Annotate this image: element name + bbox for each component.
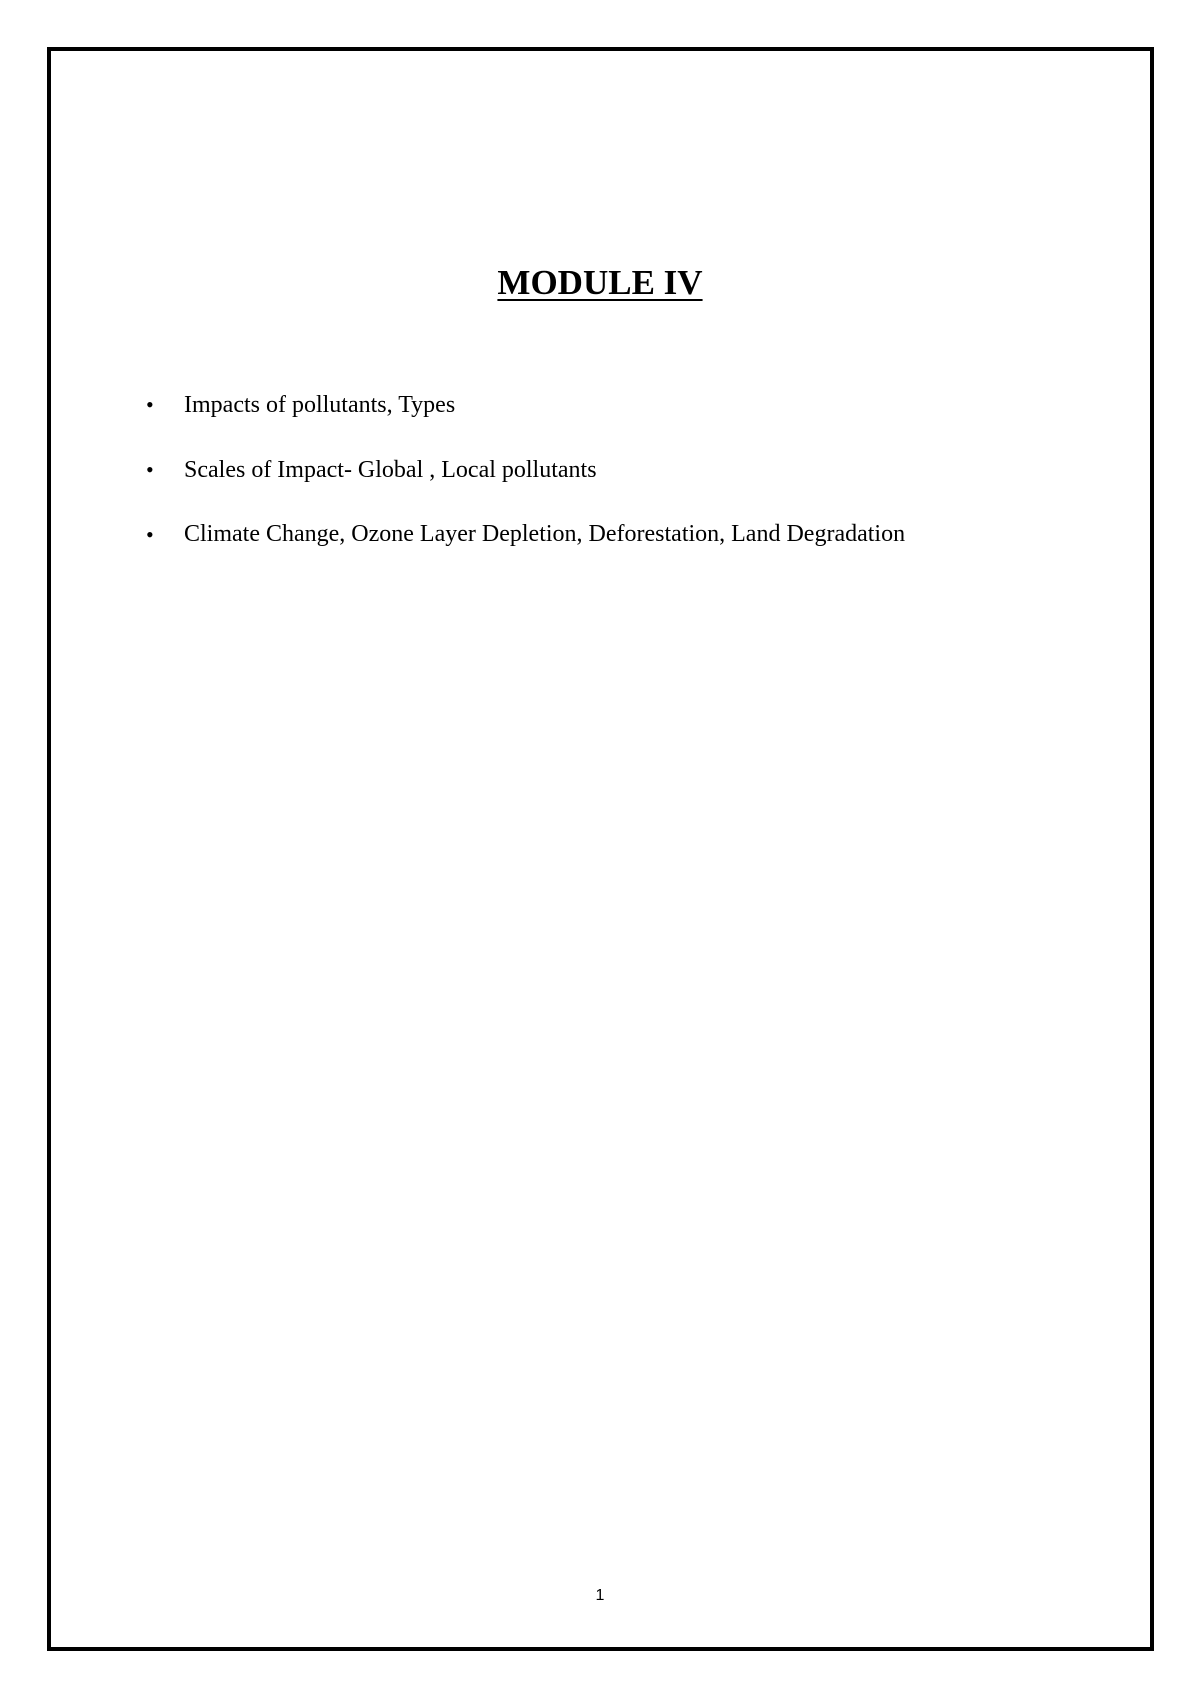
page-title: MODULE IV: [497, 263, 703, 302]
list-item: [140, 502, 1025, 567]
list-item-text: Impacts of pollutants, Types: [184, 392, 456, 418]
list-item-text: Climate Change, Ozone Layer Depletion, Deforestation, Land Degradation: [184, 521, 906, 547]
bullet-icon: •: [146, 522, 154, 547]
bullet-icon: •: [146, 392, 154, 417]
list-item: [140, 455, 1025, 485]
page-number: 1: [595, 1587, 605, 1604]
list-item-text: Scales of Impact- Global , Local pollutants: [184, 457, 597, 483]
list-item: [140, 390, 1025, 420]
bullet-list: [140, 390, 1025, 594]
bullet-icon: •: [146, 457, 154, 482]
